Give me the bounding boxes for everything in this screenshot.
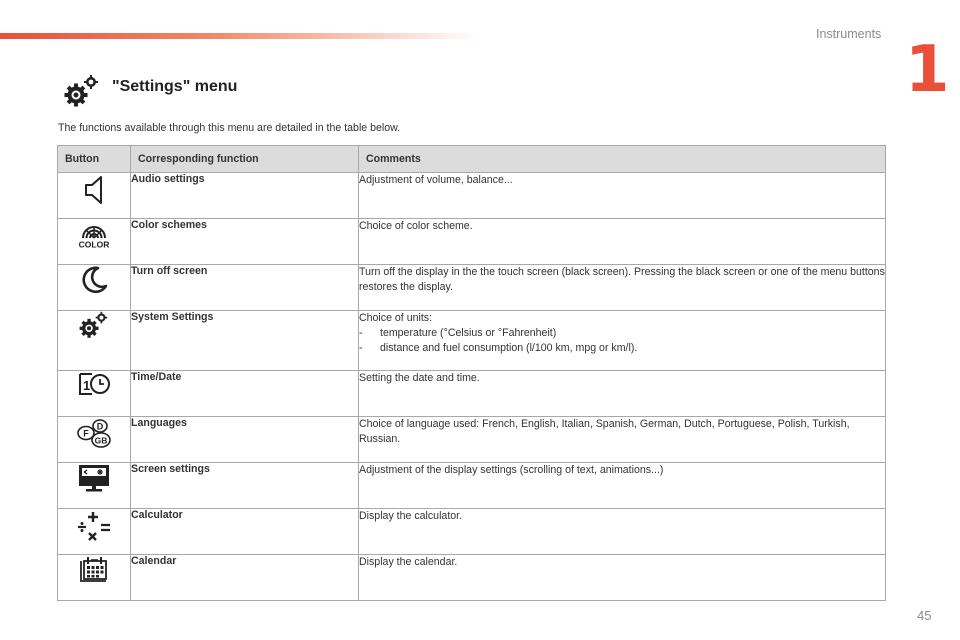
language-label: D [96, 421, 104, 432]
function-comment: Choice of units: - temperature (°Celsius or °Fahrenheit) - distance and fuel consumption (l/100 km, mpg or km/l). [359, 311, 886, 371]
languages-icon [73, 417, 115, 449]
function-name: Calculator [131, 509, 359, 555]
table-row [58, 509, 886, 555]
speaker-icon [82, 173, 106, 207]
function-comment: Adjustment of the display settings (scrolling of text, animations...) [359, 463, 886, 509]
turn-off-screen-button[interactable] [58, 265, 131, 311]
color-schemes-icon [73, 219, 115, 249]
table-row [58, 417, 886, 463]
function-comment: Display the calendar. [359, 555, 886, 601]
function-comment: Setting the date and time. [359, 371, 886, 417]
top-accent-bar [0, 33, 480, 39]
column-header-function: Corresponding function [131, 146, 359, 173]
intro-text: The functions available through this menu are detailed in the table below. [58, 122, 401, 134]
settings-gears-icon [64, 74, 100, 108]
calendar-button[interactable] [58, 555, 131, 601]
function-comment: Choice of language used: French, English, Italian, Spanish, German, Dutch, Portuguese, Polish, Turkish, Russian. [359, 417, 886, 463]
function-name: Calendar [131, 555, 359, 601]
calendar-icon [77, 555, 111, 585]
language-label: F [83, 428, 89, 439]
function-name: Languages [131, 417, 359, 463]
chapter-number: 1 [905, 33, 950, 107]
calculator-icon [74, 509, 114, 543]
color-schemes-button[interactable] [58, 219, 131, 265]
table-row [58, 265, 886, 311]
language-label: GB [94, 435, 108, 446]
moon-icon [79, 265, 109, 295]
table-row [58, 555, 886, 601]
function-comment: Turn off the display in the the touch screen (black screen). Pressing the black screen or one of the menu buttons restores the display. [359, 265, 886, 311]
function-name: Turn off screen [131, 265, 359, 311]
languages-button[interactable] [58, 417, 131, 463]
table-row [58, 173, 886, 219]
table-header-row [58, 146, 886, 173]
screen-settings-icon [77, 463, 111, 493]
function-comment: Choice of color scheme. [359, 219, 886, 265]
page-number: 45 [917, 608, 932, 623]
time-date-icon-text: 1 [83, 378, 91, 393]
time-date-button[interactable] [58, 371, 131, 417]
table-row [58, 311, 886, 371]
column-header-comments: Comments [359, 146, 886, 173]
bullet-item: - temperature (°Celsius or °Fahrenheit) [359, 327, 557, 339]
settings-functions-table [57, 145, 886, 601]
screen-settings-button[interactable] [58, 463, 131, 509]
table-row [58, 371, 886, 417]
system-settings-button[interactable] [58, 311, 131, 371]
time-date-icon [77, 371, 111, 397]
function-name: Time/Date [131, 371, 359, 417]
function-comment: Display the calculator. [359, 509, 886, 555]
function-name: Screen settings [131, 463, 359, 509]
column-header-button: Button [58, 146, 131, 173]
audio-settings-button[interactable] [58, 173, 131, 219]
function-name: System Settings [131, 311, 359, 371]
section-label: Instruments [816, 27, 882, 41]
function-name: Color schemes [131, 219, 359, 265]
page-title: "Settings" menu [112, 78, 238, 95]
settings-gears-icon [79, 311, 109, 339]
bullet-item: - distance and fuel consumption (l/100 km, mpg or km/l). [359, 342, 638, 354]
calculator-button[interactable] [58, 509, 131, 555]
color-icon-text: COLOR [78, 239, 110, 249]
function-name: Audio settings [131, 173, 359, 219]
function-comment: Adjustment of volume, balance... [359, 173, 886, 219]
table-row [58, 219, 886, 265]
table-row [58, 463, 886, 509]
